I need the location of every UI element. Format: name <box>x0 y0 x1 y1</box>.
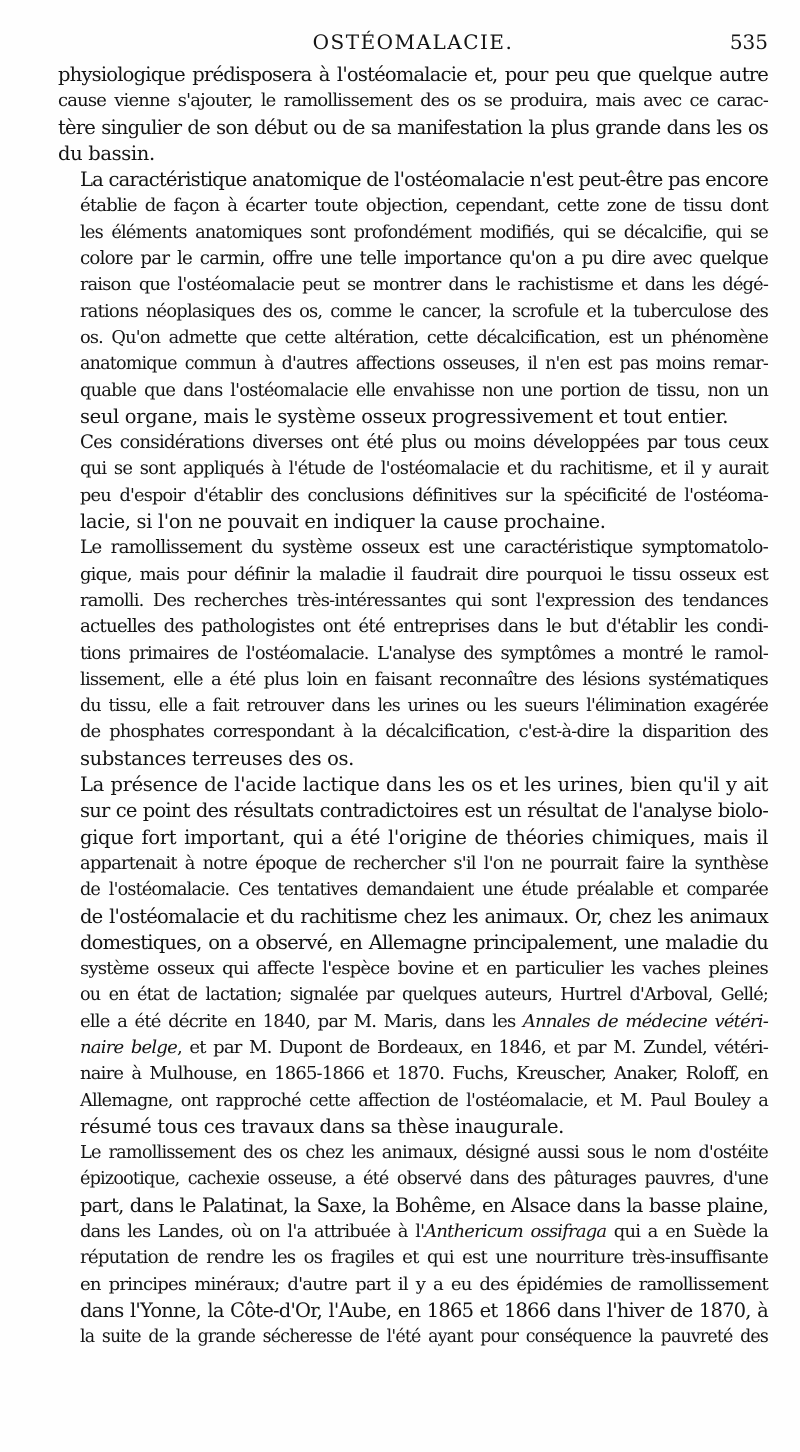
page-number: 535 <box>729 30 768 54</box>
text-line: naire belge, et par M. Dupont de Bordeaux, en 1846, et par M. Zundel, vétéri- <box>80 1036 768 1058</box>
running-head <box>58 30 768 58</box>
text-line: tère singulier de son début ou de sa manifestation la plus grande dans les os <box>58 115 768 139</box>
text-line: résumé tous ces travaux dans sa thèse inaugurale. <box>80 1114 565 1138</box>
text-line: naire à Mulhouse, en 1865-1866 et 1870. Fuchs, Kreuscher, Anaker, Roloff, en <box>80 1063 768 1085</box>
text-line: domestiques, on a observé, en Allemagne principalement, une maladie du <box>80 930 768 954</box>
running-title: OSTÉOMALACIE. <box>312 30 514 54</box>
text-line: système osseux qui affecte l'espèce bovine et en particulier les vaches pleines <box>80 958 768 980</box>
text-line: cause vienne s'ajouter, le ramollissement des os se produira, mais avec ce carac- <box>58 90 768 112</box>
text-line: épizootique, cachexie osseuse, a été observé dans des pâturages pauvres, d'une <box>80 1169 768 1190</box>
text-line: Le ramollissement des os chez les animaux, désigné aussi sous le nom d'ostéite <box>80 1143 768 1164</box>
text-line: gique, mais pour définir la maladie il faudrait dire pourquoi le tissu osseux est <box>80 563 768 585</box>
paragraph <box>58 167 768 430</box>
text-line: seul organe, mais le système osseux progressivement et tout entier. <box>80 404 729 428</box>
text-line: gique fort important, qui a été l'origine de théories chimiques, mais il <box>80 825 768 849</box>
text-line: dans l'Yonne, la Côte-d'Or, l'Aube, en 1865 et 1866 dans l'hiver de 1870, à <box>80 1298 768 1322</box>
text-line: Allemagne, ont rapproché cette affection de l'ostéomalacie, et M. Paul Bouley a <box>80 1090 768 1111</box>
paragraph <box>58 772 768 1140</box>
text-line: les éléments anatomiques sont profondément modifiés, qui se décalcifie, qui se <box>80 222 768 243</box>
text-line: tions primaires de l'ostéomalacie. L'analyse des symptômes a montré le ramol- <box>80 642 768 664</box>
text-line: physiologique prédisposera à l'ostéomalacie et, pour peu que quelque autre <box>58 63 768 86</box>
text-line: elle a été décrite en 1840, par M. Maris, dans les Annales de médecine vétéri- <box>80 1010 768 1032</box>
text-line: sur ce point des résultats contradictoires est un résultat de l'analyse biolo- <box>80 799 768 823</box>
text-line: qui se sont appliqués à l'étude de l'ostéomalacie et du rachitisme, et il y aurait <box>80 458 768 480</box>
paragraph <box>58 62 768 167</box>
text-line: dans les Landes, où on l'a attribuée à l'Anthericum ossifraga qui a en Suède la <box>80 1221 768 1243</box>
text-line: peu d'espoir d'établir des conclusions définitives sur la spécificité de l'ostéoma- <box>80 485 768 506</box>
text-line: anatomique commun à d'autres affections osseuses, il n'en est pas moins remar- <box>80 354 768 375</box>
text-line: de phosphates correspondant à la décalcification, c'est-à-dire la disparition des <box>80 722 768 743</box>
text-line: en principes minéraux; d'autre part il y a eu des épidémies de ramollissement <box>80 1273 768 1295</box>
text-line: actuelles des pathologistes ont été entreprises dans le but d'établir les condi- <box>80 616 768 638</box>
paragraph <box>58 535 768 772</box>
text-line: de l'ostéomalacie et du rachitisme chez les animaux. Or, chez les animaux <box>80 904 768 928</box>
text-line: du bassin. <box>58 141 155 165</box>
text-line: quable que dans l'ostéomalacie elle envahisse non une portion de tissu, non un <box>80 379 768 401</box>
text-line: Ces considérations diverses ont été plus ou moins développées par tous ceux <box>80 432 768 454</box>
text-line: de l'ostéomalacie. Ces tentatives demandaient une étude préalable et comparée <box>80 880 768 901</box>
text-line: colore par le carmin, offre une telle importance qu'on a pu dire avec quelque <box>80 248 768 270</box>
text-line: établie de façon à écarter toute objection, cependant, cette zone de tissu dont <box>80 195 768 217</box>
text-line: substances terreuses des os. <box>80 746 354 770</box>
text-line: ramolli. Des recherches très-intéressantes qui sont l'expression des tendances <box>80 589 768 611</box>
text-line: part, dans le Palatinat, la Saxe, la Bohême, en Alsace dans la basse plaine, <box>80 1193 768 1217</box>
text-line: os. Qu'on admette que cette altération, cette décalcification, est un phénomène <box>80 327 768 348</box>
text-line: Le ramollissement du système osseux est une caractéristique symptomatolo- <box>80 537 768 559</box>
text-line: La présence de l'acide lactique dans les os et les urines, bien qu'il y ait <box>80 773 768 797</box>
text-line: ou en état de lactation; signalée par quelques auteurs, Hurtrel d'Arboval, Gellé; <box>80 985 768 1006</box>
body-text <box>58 62 768 1351</box>
text-line: raison que l'ostéomalacie peut se montrer dans le rachistisme et dans les dégé- <box>80 275 768 296</box>
paragraph <box>58 430 768 535</box>
text-line: appartenait à notre époque de rechercher s'il l'on ne pourrait faire la synthèse <box>80 852 768 874</box>
text-line: du tissu, elle a fait retrouver dans les urines ou les sueurs l'élimination exagérée <box>80 696 768 717</box>
text-line: réputation de rendre les os fragiles et qui est une nourriture très-insuffisante <box>80 1247 768 1269</box>
text-line: lissement, elle a été plus loin en faisant reconnaître des lésions systématiques <box>80 668 768 690</box>
text-line: lacie, si l'on ne pouvait en indiquer la cause prochaine. <box>80 510 606 534</box>
text-line: rations néoplasiques des os, comme le cancer, la scrofule et la tuberculose des <box>80 300 768 322</box>
paragraph <box>58 1140 768 1350</box>
text-line: la suite de la grande sécheresse de l'été ayant pour conséquence la pauvreté des <box>80 1327 768 1348</box>
text-line: La caractéristique anatomique de l'ostéomalacie n'est peut-être pas encore <box>80 168 768 192</box>
